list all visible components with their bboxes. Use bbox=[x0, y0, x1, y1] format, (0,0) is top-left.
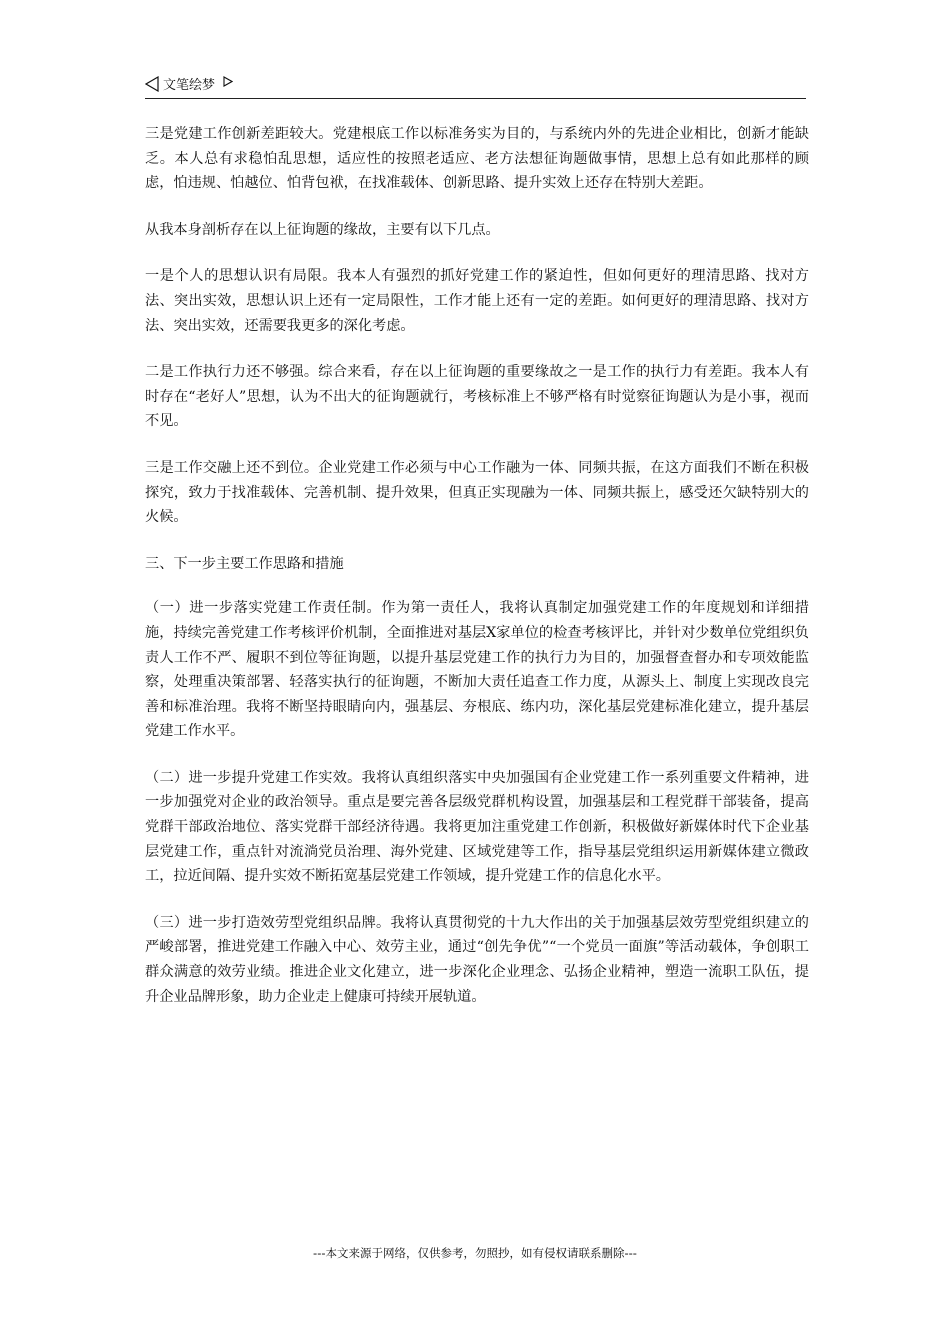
paragraph: 二是工作执行力还不够强。综合来看，存在以上征询题的重要缘故之一是工作的执行力有差距。我本人有时存在“老好人”思想，认为不出大的征询题就行，考核标准上不够严格有时觉察征询题认为是小事，视而不见。 bbox=[145, 364, 809, 430]
page-header bbox=[145, 72, 806, 99]
paragraph: 从我本身剖析存在以上征询题的缘故，主要有以下几点。 bbox=[145, 221, 500, 238]
paragraph: （三）进一步打造效劳型党组织品牌。我将认真贯彻党的十九大作出的关于加强基层效劳型党组织建立的严峻部署，推进党建工作融入中心、效劳主业，通过“创先争优”“一个党员一面旗”等活动载体，争创职工群众满意的效劳业绩。推进企业文化建立，进一步深化企业理念、弘扬企业精神，塑造一流职工队伍，提升企业品牌形象，助力企业走上健康可持续开展轨道。 bbox=[145, 914, 809, 1005]
document-body bbox=[145, 122, 809, 1031]
paragraph: （二）进一步提升党建工作实效。我将认真组织落实中央加强国有企业党建工作一系列重要文件精神，进一步加强党对企业的政治领导。重点是要完善各层级党群机构设置，加强基层和工程党群干部装备，提高党群干部政治地位、落实党群干部经济待遇。我将更加注重党建工作创新，积极做好新媒体时代下企业基层党建工作，重点针对流淌党员治理、海外党建、区域党建等工作，指导基层党组织运用新媒体建立微政工，拉近间隔、提升实效不断拓宽基层党建工作领域，提升党建工作的信息化水平。 bbox=[145, 769, 809, 885]
brand-text: 文笔绘梦 bbox=[163, 78, 216, 93]
page-footer: ---本文来源于网络，仅供参考，勿照抄，如有侵权请联系删除--- bbox=[313, 1246, 637, 1260]
section-heading: 三、下一步主要工作思路和措施 bbox=[145, 555, 344, 572]
header-brand bbox=[145, 74, 233, 93]
paragraph: 一是个人的思想认识有局限。我本人有强烈的抓好党建工作的紧迫性，但如何更好的理清思路、找对方法、突出实效，思想认识上还有一定局限性，工作才能上还有一定的差距。如何更好的理清思路、找对方法、突出实效，还需要我更多的深化考虑。 bbox=[145, 268, 809, 334]
paragraph: 三是党建工作创新差距较大。党建根底工作以标准务实为目的，与系统内外的先进企业相比，创新才能缺乏。本人总有求稳怕乱思想，适应性的按照老适应、老方法想征询题做事情，思想上总有如此那样的顾虑，怕违规、怕越位、怕背包袱，在找准载体、创新思路、提升实效上还存在特别大差距。 bbox=[145, 126, 809, 192]
triangle-left-icon bbox=[145, 76, 159, 92]
paragraph: （一）进一步落实党建工作责任制。作为第一责任人，我将认真制定加强党建工作的年度规划和详细措施，持续完善党建工作考核评价机制，全面推进对基层X家单位的检查考核评比，并针对少数单位党组织负责人工作不严、履职不到位等征询题，以提升基层党建工作的执行力为目的，加强督查督办和专项效能监察，处理重决策部署、轻落实执行的征询题，不断加大责任追查工作力度，从源头上、制度上实现改良完善和标准治理。我将不断坚持眼睛向内，强基层、夯根底、练内功，深化基层党建标准化建立，提升基层党建工作水平。 bbox=[145, 600, 809, 740]
paragraph: 三是工作交融上还不到位。企业党建工作必须与中心工作融为一体、同频共振，在这方面我们不断在积极探究，致力于找准载体、完善机制、提升效果，但真正实现融为一体、同频共振上，感受还欠缺特别大的火候。 bbox=[145, 459, 809, 526]
triangle-right-icon bbox=[223, 76, 233, 87]
